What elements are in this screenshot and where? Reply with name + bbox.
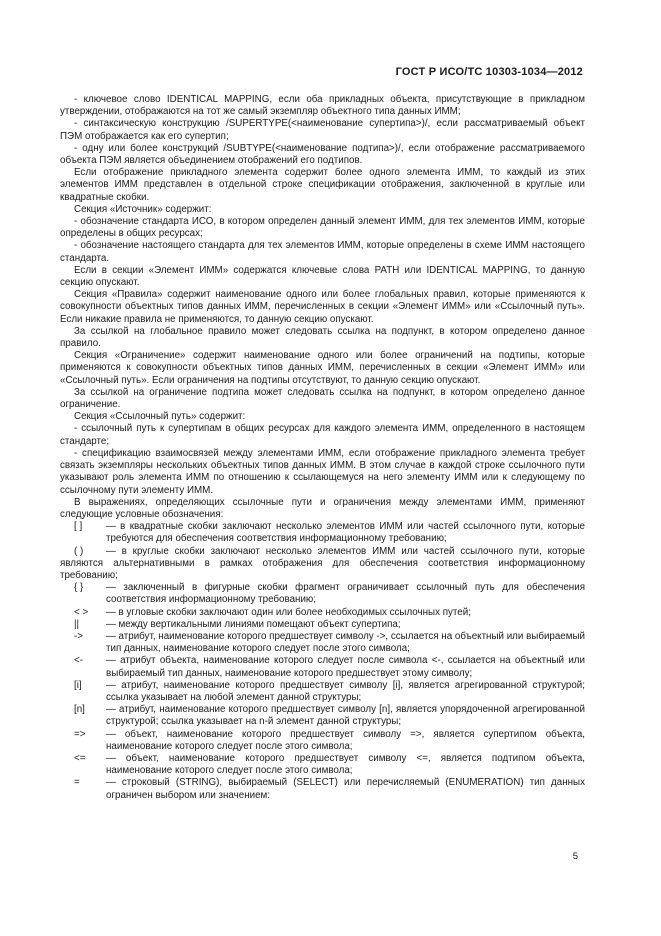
definition-symbol: [i]: [74, 679, 82, 691]
definition-text: — между вертикальными линиями помещают объект супертипа;: [106, 618, 401, 630]
definition-text: — объект, наименование которого предшествует символу <=, является подтипом объекта, наименование которого следует после этого символа;: [106, 752, 585, 777]
definition-item: [60, 704, 585, 728]
paragraph: - ссылочный путь к супертипам в общих ресурсах для каждого элемента ИММ, определенного в настоящем стандарте;: [60, 423, 585, 447]
paragraph: - одну или более конструкций /SUBTYPE(<наименование подтипа>)/, если отображение рассматриваемого объекта ПЭМ является объединением отображений его подтипов.: [60, 142, 585, 167]
definition-symbol: [n]: [74, 704, 85, 716]
definition-text: — в угловые скобки заключают один или более необходимых ссылочных путей;: [106, 606, 471, 618]
definition-item: [60, 680, 585, 704]
definition-symbol: < >: [74, 606, 89, 618]
definition-item: [60, 546, 585, 583]
paragraph: - обозначение стандарта ИСО, в котором определен данный элемент ИММ, для тех элементов ИММ, которые определены в общих ресурсах;: [60, 216, 585, 240]
paragraph: Если отображение прикладного элемента содержит более одного элемента ИММ, то каждый из этих элементов ИММ представлен в отдельной строке спецификации отображения, заключенной в круглые или квадратные скобки.: [60, 167, 585, 203]
definition-text: — строковый (STRING), выбираемый (SELECT) или перечисляемый (ENUMERATION) тип данных ограничен выбором или значением:: [106, 777, 585, 801]
paragraph: Секция «Правила» содержит наименование одного или более глобальных правил, которые применяются к совокупности объектных типов данных ИММ, перечисленных в секции «Элемент ИММ» или «Ссылочный путь». Если никакие правила не применяются, то данную секцию опускают.: [60, 289, 585, 325]
definition-item: [60, 729, 585, 753]
paragraph: В выражениях, определяющих ссылочные пути и ограничения между элементами ИММ, применяют следующие условные обозначения:: [60, 496, 585, 520]
definition-text: — в квадратные скобки заключают несколько элементов ИММ или частей ссылочного пути, которые требуются для обеспечения соответствия информационному требованию;: [106, 521, 585, 545]
definition-item: [60, 631, 585, 655]
definition-text: — в круглые скобки заключают несколько элементов ИММ или частей ссылочного пути, которые являются альтернативными в рамках отображения для обеспечения соответствия информационному требованию;: [60, 545, 585, 581]
paragraph: Секция «Ограничение» содержит наименование одного или более ограничений на подтипы, которые применяются к совокупности объектных типов данных ИММ, перечисленных в секции «Элемент ИММ» или «Ссылочный путь». Если ограничения на подтипы отсутствуют, то данную секцию опускают.: [60, 350, 585, 386]
definition-symbol: ||: [74, 618, 80, 630]
definition-text: — атрибут, наименование которого предшествует символу [n], является упорядоченной агрегированной структурой; ссылка указывает на n-й элемент данной структуры;: [106, 704, 585, 728]
definition-symbol: ->: [74, 630, 83, 642]
definition-item: [60, 619, 585, 631]
definition-item: [60, 607, 585, 619]
definition-text: — атрибут, наименование которого предшествует символу ->, ссылается на объектный или выбираемый тип данных, наименование которого следует после этого символа;: [106, 630, 586, 655]
definition-symbol: =: [74, 777, 80, 789]
paragraph: - обозначение настоящего стандарта для тех элементов ИММ, которые определены в схеме ИММ настоящего стандарта.: [60, 240, 585, 264]
definition-symbol: { }: [74, 582, 84, 594]
paragraph: За ссылкой на ограничение подтипа может следовать ссылка на подпункт, в котором определено данное ограничение.: [60, 386, 585, 411]
page-number: 5: [572, 851, 578, 862]
definition-item: [60, 753, 585, 777]
paragraph: За ссылкой на глобальное правило может следовать ссылка на подпункт, в котором определено данное правило.: [60, 325, 585, 350]
definition-item: [60, 655, 585, 679]
definition-symbol: ( ): [74, 545, 84, 557]
definition-item: [60, 777, 585, 801]
paragraph: - ключевое слово IDENTICAL MAPPING, если оба прикладных объекта, присутствующие в прикладном утверждении, отображаются на тот же самый экземпляр объектного типа данных ИММ;: [60, 94, 585, 118]
definition-text: — атрибут, наименование которого предшествует символу [i], является агрегированной структурой; ссылка указывает на любой элемент данной структуры;: [106, 679, 585, 703]
definition-text: — заключенный в фигурные скобки фрагмент ограничивает ссылочный путь для обеспечения соответствия информационному требованию;: [106, 582, 585, 606]
paragraph: - спецификацию взаимосвязей между элементами ИММ, если отображение прикладного элемента требует связать экземпляры нескольких объектных типов данных ИММ. В этом случае в каждой строке ссылочного пути указывают роль элемента ИММ по отношению к ссылающемуся на него элементу ИММ или к следующему по ссылочному пути элементу ИММ.: [60, 447, 585, 496]
paragraph: Секция «Источник» содержит:: [74, 203, 212, 215]
definition-symbol: <-: [74, 655, 83, 667]
definition-symbol: <=: [74, 752, 86, 764]
definition-text: — атрибут объекта, наименование которого следует после символа <-, ссылается на объектный или выбираемый тип данных, наименование которого предшествует этому символу;: [106, 655, 585, 679]
paragraph: Секция «Ссылочный путь» содержит:: [74, 411, 246, 423]
definition-text: — объект, наименование которого предшествует символу =>, является супертипом объекта, наименование которого следует после этого символа;: [106, 728, 585, 752]
document-header: ГОСТ Р ИСО/ТС 10303-1034—2012: [395, 66, 583, 78]
definition-symbol: [ ]: [74, 521, 83, 533]
definition-item: [60, 521, 585, 545]
paragraph: Если в секции «Элемент ИММ» содержатся ключевые слова PATH или IDENTICAL MAPPING, то данную секцию опускают.: [60, 264, 585, 289]
paragraph: - синтаксическую конструкцию /SUPERTYPE(<наименование супертипа>)/, если рассматриваемый объект ПЭМ отображается как его супертип;: [60, 118, 585, 142]
definition-symbol: =>: [74, 728, 86, 740]
definition-item: [60, 582, 585, 606]
document-body: [60, 94, 585, 802]
